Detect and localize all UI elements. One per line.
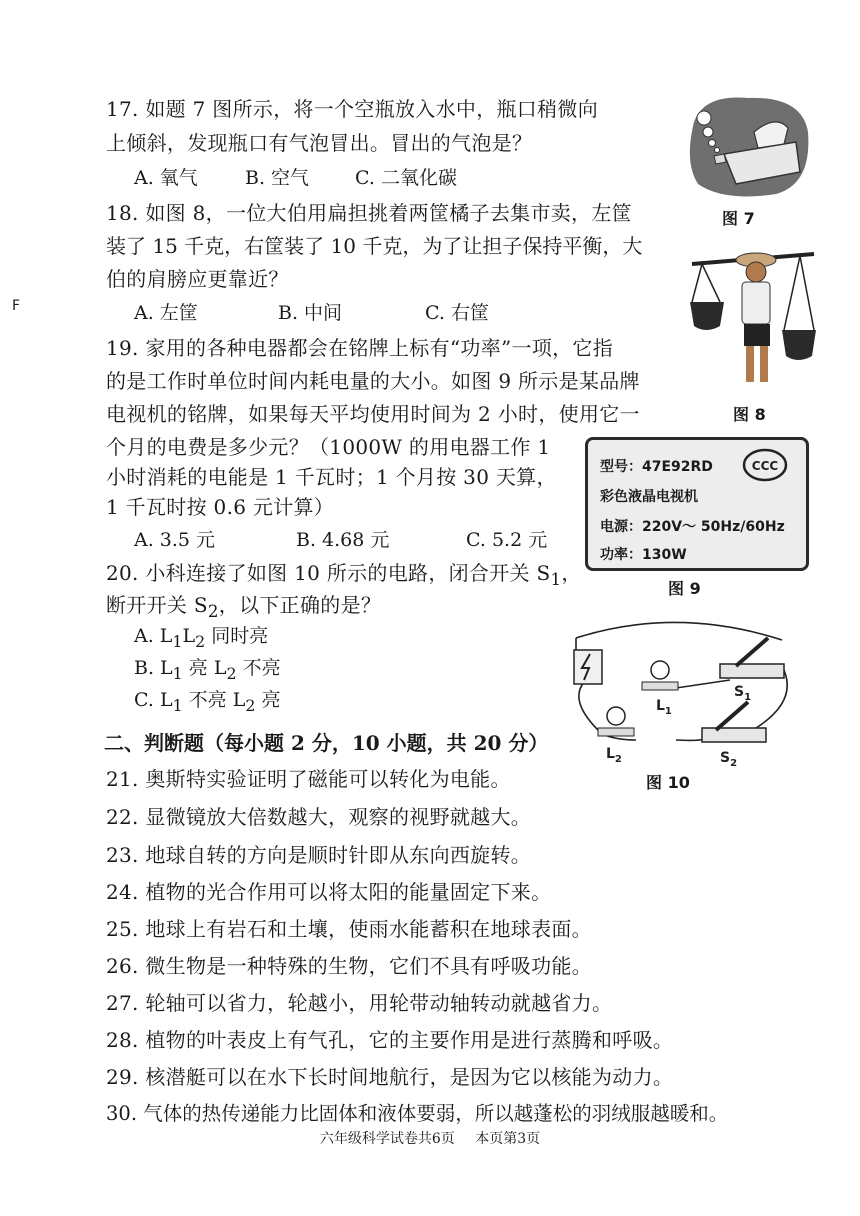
opt-sub: 2 (245, 695, 256, 715)
q17-line-1: 17. 如题 7 图所示，将一个空瓶放入水中，瓶口稍微向 (106, 97, 599, 121)
label-l2-sub: 2 (614, 754, 622, 765)
q19-line-3: 电视机的铭牌，如果每天平均使用时间为 2 小时，使用它一 (106, 402, 640, 426)
label-l1: L (656, 698, 665, 714)
margin-mark: F (12, 298, 21, 314)
fig7-caption: 图 7 (722, 209, 755, 228)
ccc-text: CCC (751, 459, 779, 473)
switch-s2-icon (702, 728, 766, 742)
svg-text:L1 (656, 698, 672, 717)
q17-option-b: B. 空气 (245, 167, 310, 189)
fig7-bottle-image (684, 92, 812, 202)
q17-option-a: A. 氧气 (134, 167, 198, 189)
q18-option-a: A. 左筐 (134, 302, 198, 324)
opt-text: L (182, 625, 196, 647)
judgement-22: 22. 显微镜放大倍数越大，观察的视野就越大。 (106, 805, 532, 829)
q19-line-4: 个月的电费是多少元？（1000W 的用电器工作 1 (106, 435, 551, 459)
opt-text: B. L (134, 657, 173, 679)
fig8-carrier-image (688, 246, 818, 396)
q19-option-b: B. 4.68 元 (296, 529, 390, 551)
q20-option-c (134, 686, 280, 720)
plate-product-name: 彩色液晶电视机 (600, 489, 698, 505)
switch-s1-icon (720, 664, 784, 678)
label-l2: L (606, 746, 615, 762)
s1-subscript: 1 (550, 570, 562, 589)
plate-model: 型号：47E92RD (600, 459, 713, 475)
q20-line-2-text: 断开开关 S (106, 593, 208, 617)
opt-text: 同时亮 (205, 625, 269, 647)
judgement-24: 24. 植物的光合作用可以将太阳的能量固定下来。 (106, 880, 552, 904)
opt-text: A. L (134, 625, 173, 647)
q19-line-2: 的是工作时单位时间内耗电量的大小。如图 9 所示是某品牌 (106, 369, 640, 393)
fig9-nameplate (585, 437, 809, 571)
opt-text: 亮 L (182, 657, 227, 679)
q19-line-6: 1 千瓦时按 0.6 元计算） (106, 495, 335, 519)
q18-line-2: 装了 15 千克，右筐装了 10 千克，为了让担子保持平衡，大 (106, 234, 643, 258)
label-s1: S (734, 684, 745, 700)
footer-page-number: 本页第3页 (475, 1131, 541, 1147)
label-l1-sub: 1 (664, 706, 672, 717)
footer-total-pages: 六年级科学试卷共6页 (319, 1131, 455, 1147)
q17-line-2: 上倾斜，发现瓶口有气泡冒出。冒出的气泡是？ (106, 131, 533, 155)
plate-power: 功率：130W (600, 547, 687, 563)
opt-sub: 1 (172, 663, 183, 683)
opt-sub: 1 (172, 695, 183, 715)
page-footer (0, 1128, 860, 1148)
fig8-caption: 图 8 (733, 405, 766, 424)
section-2-heading: 二、判断题（每小题 2 分，10 小题，共 20 分） (104, 731, 549, 755)
q20-option-a (134, 622, 268, 656)
opt-sub: 2 (195, 631, 206, 651)
opt-text: 亮 (255, 689, 281, 711)
judgement-25: 25. 地球上有岩石和土壤，使雨水能蓄积在地球表面。 (106, 917, 592, 941)
q20-line-2-end: ，以下正确的是？ (218, 593, 382, 617)
judgement-29: 29. 核潜艇可以在水下长时间地航行，是因为它以核能为动力。 (106, 1065, 674, 1089)
fig10-caption: 图 10 (646, 773, 690, 792)
bulb-l1-icon (651, 661, 669, 679)
q18-line-1: 18. 如图 8，一位大伯用扁担挑着两筐橘子去集市卖，左筐 (106, 201, 632, 225)
opt-text: 不亮 L (182, 689, 246, 711)
q20-line-1-text: 20. 小科连接了如图 10 所示的电路，闭合开关 S (106, 561, 551, 585)
judgement-26: 26. 微生物是一种特殊的生物，它们不具有呼吸功能。 (106, 954, 592, 978)
opt-sub: 2 (226, 663, 237, 683)
q18-option-b: B. 中间 (278, 302, 343, 324)
judgement-30: 30. 气体的热传递能力比固体和液体要弱，所以越蓬松的羽绒服越暖和。 (106, 1102, 729, 1125)
q20-option-b (134, 654, 281, 688)
fig10-circuit-image (556, 610, 806, 770)
q19-option-c: C. 5.2 元 (466, 529, 548, 551)
label-s2: S (720, 750, 731, 766)
judgement-28: 28. 植物的叶表皮上有气孔，它的主要作用是进行蒸腾和呼吸。 (106, 1028, 674, 1052)
s2-subscript: 2 (207, 602, 219, 621)
svg-text:S2 (720, 750, 737, 769)
label-s1-sub: 1 (744, 692, 752, 703)
svg-text:L2 (606, 746, 622, 765)
q20-line-1-end: ， (561, 561, 582, 585)
opt-sub: 1 (172, 631, 183, 651)
opt-text: 不亮 (236, 657, 281, 679)
q18-option-c: C. 右筐 (425, 302, 489, 324)
judgement-27: 27. 轮轴可以省力，轮越小，用轮带动轴转动就越省力。 (106, 991, 613, 1015)
q19-option-a: A. 3.5 元 (134, 529, 216, 551)
q18-line-3: 伯的肩膀应更靠近？ (106, 267, 289, 291)
q19-line-5: 小时消耗的电能是 1 千瓦时；1 个月按 30 天算， (106, 465, 557, 489)
svg-text:S1 (734, 684, 751, 703)
q17-option-c: C. 二氧化碳 (355, 167, 457, 189)
judgement-23: 23. 地球自转的方向是顺时针即从东向西旋转。 (106, 843, 532, 867)
label-s2-sub: 2 (730, 758, 738, 769)
ccc-certification-icon (742, 448, 788, 482)
fig9-caption: 图 9 (668, 579, 701, 598)
bulb-l2-icon (607, 707, 625, 725)
judgement-21: 21. 奥斯特实验证明了磁能可以转化为电能。 (106, 767, 511, 791)
opt-text: C. L (134, 689, 173, 711)
plate-power-supply: 电源：220V～ 50Hz/60Hz (600, 519, 785, 535)
q19-line-1: 19. 家用的各种电器都会在铭牌上标有“功率”一项，它指 (106, 336, 614, 360)
